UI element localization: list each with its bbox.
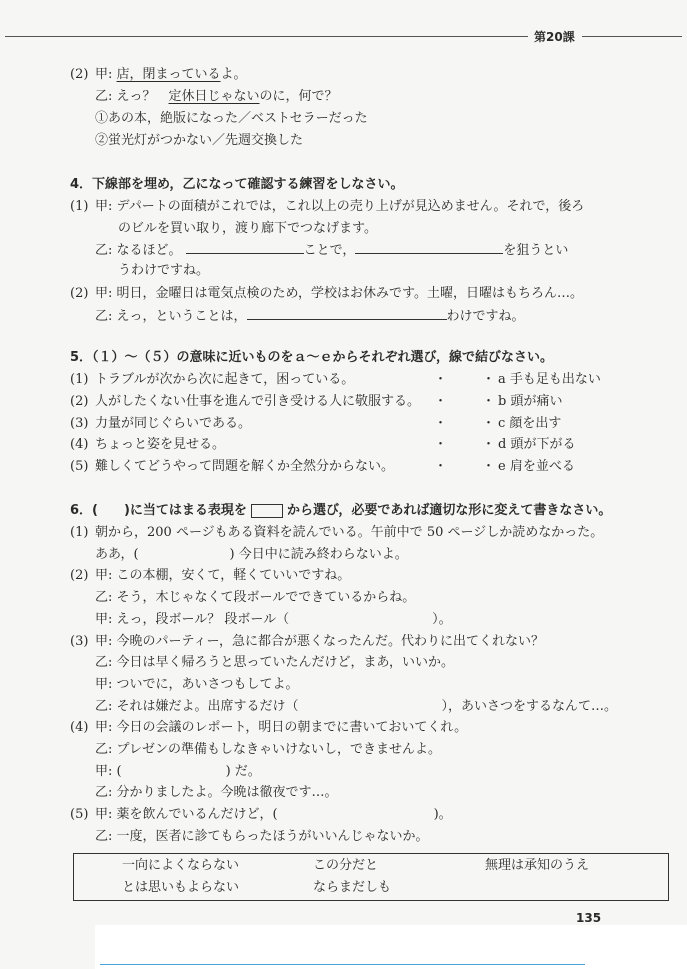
ex6-line: 甲: ( ) だ。 — [95, 763, 261, 779]
ex6-line: 乙: 今日は早く帰ろうと思っていたんだけど，まあ，いいか。 — [95, 655, 454, 671]
ex4-q1-num: (1) — [70, 199, 89, 214]
match-right-dot[interactable]: ・ — [482, 415, 496, 431]
ex6-line: 甲: 薬を飲んでいるんだけど，( )。 — [95, 807, 452, 823]
ex3-line1: 甲: 店，閉まっているよ。 — [95, 67, 247, 82]
ex6-line: 甲: 今日の会議のレポート，明日の朝までに書いておいてくれ。 — [95, 720, 468, 736]
answer-blank[interactable] — [247, 307, 447, 320]
blue-divider — [100, 964, 585, 965]
match-left-item: 難しくてどうやって問題を解くか全然分からない。 — [95, 459, 395, 475]
ex6-line: 甲: ついでに，あいさつもしてよ。 — [95, 676, 299, 692]
match-left-dot[interactable]: ・ — [434, 372, 448, 387]
match-left-dot[interactable]: ・ — [434, 415, 448, 431]
match-left-num: (2) — [70, 393, 89, 409]
ex6-num: (1) — [70, 525, 89, 540]
answer-blank[interactable] — [355, 241, 503, 254]
match-left-item: 力量が同じぐらいである。 — [95, 415, 252, 431]
match-right-item: b 頭が痛い — [498, 393, 563, 409]
ex4-q1-line: 甲: デパートの面積がこれでは，これ以上の売り上げが見込めません。それで，後ろ — [95, 199, 585, 214]
match-right-dot[interactable]: ・ — [482, 393, 496, 409]
match-left-num: (5) — [70, 459, 89, 475]
choice-item: ならまだしも — [313, 880, 392, 895]
ex6-line: ああ，( ) 今日中に読み終わらないよ。 — [95, 546, 408, 562]
match-left-dot[interactable]: ・ — [434, 459, 448, 475]
ex6-line: 乙: それは嫌だよ。出席するだけ（ ），あいさつをするなんて…。 — [95, 698, 618, 714]
match-right-item: d 頭が下がる — [498, 437, 576, 453]
blank-area — [95, 925, 687, 969]
choice-item: 一向によくならない — [122, 858, 240, 873]
lesson-label: 第20課 — [534, 30, 575, 44]
choice-item: とは思いもよらない — [122, 880, 240, 895]
ex4-q2-num: (2) — [70, 286, 89, 301]
ex4-q1-line: うわけですね。 — [118, 263, 210, 278]
ex4-q1-line: のビルを買い取り，渡り廊下でつなげます。 — [118, 221, 377, 236]
ex4-q2-answer: 乙: えっ，ということは， わけですね。 — [95, 309, 525, 324]
ex6-line: 甲: えっ，段ボール？ 段ボール（ ）。 — [95, 611, 452, 627]
ex6-line: 乙: プレゼンの準備もしなきゃいけないし，できませんよ。 — [95, 742, 441, 757]
answer-blank[interactable] — [186, 241, 304, 254]
ex6-line: 朝から，200 ページもある資料を読んでいる。午前中で 50 ページしか読めなかった。 — [95, 525, 604, 540]
ex6-line: 乙: 一度，医者に診てもらったほうがいいんじゃないか。 — [95, 828, 429, 844]
ex4-q1-answer: 乙: なるほど。 ことで， を狙うとい — [95, 243, 569, 258]
ex6-num: (5) — [70, 807, 89, 823]
match-right-dot[interactable]: ・ — [482, 459, 496, 475]
match-left-item: 人がしたくない仕事を進んで引き受ける人に敬服する。 — [95, 393, 421, 409]
choice-item: この分だと — [313, 858, 379, 873]
choice-box-icon — [251, 504, 283, 518]
ex6-title: 6．( )に当てはまる表現を から選び，必要であれば適切な形に変えて書きなさい。 — [70, 503, 612, 518]
header-rule-right — [582, 36, 682, 37]
match-right-item: a 手も足も出ない — [498, 372, 601, 387]
match-left-num: (3) — [70, 415, 89, 431]
ex4-q2-line: 甲: 明日，金曜日は電気点検のため，学校はお休みです。土曜，日曜はもちろん…。 — [95, 286, 583, 301]
ex6-line: 乙: そう，木じゃなくて段ボールでできているからね。 — [95, 590, 416, 606]
header-rule-left — [5, 36, 528, 37]
match-right-item: e 肩を並べる — [498, 459, 575, 475]
match-left-num: (1) — [70, 372, 89, 387]
ex6-num: (3) — [70, 633, 89, 649]
match-right-dot[interactable]: ・ — [482, 372, 496, 387]
ex3-option1: ①あの本，絶版になった／ベストセラーだった — [95, 111, 368, 126]
ex6-line: 乙: 分かりましたよ。今晩は徹夜です…。 — [95, 785, 338, 801]
page-number: 135 — [576, 911, 602, 925]
ex6-line: 甲: 今晩のパーティー，急に都合が悪くなったんだ。代わりに出てくれない？ — [95, 633, 544, 649]
ex3-line2: 乙: えっ？ 定休日じゃないのに，何で？ — [95, 89, 338, 104]
ex6-num: (4) — [70, 720, 89, 736]
ex6-line: 甲: この本棚，安くて，軽くていいですね。 — [95, 568, 351, 584]
match-left-item: トラブルが次から次に起きて，困っている。 — [95, 372, 355, 387]
ex6-num: (2) — [70, 568, 89, 584]
match-left-item: ちょっと姿を見せる。 — [95, 437, 226, 453]
match-left-dot[interactable]: ・ — [434, 393, 448, 409]
match-right-dot[interactable]: ・ — [482, 437, 496, 453]
match-left-dot[interactable]: ・ — [434, 437, 448, 453]
ex5-title: 5．（１）～（５）の意味に近いものをａ～ｅからそれぞれ選び，線で結びなさい。 — [70, 350, 554, 365]
ex3-option2: ②蛍光灯がつかない／先週交換した — [95, 133, 304, 148]
match-right-item: c 顔を出す — [498, 415, 562, 431]
match-left-num: (4) — [70, 437, 89, 453]
ex4-title: 4．下線部を埋め，乙になって確認する練習をしなさい。 — [70, 177, 404, 192]
choice-item: 無理は承知のうえ — [485, 858, 590, 873]
ex3-num: (2) — [70, 67, 89, 82]
